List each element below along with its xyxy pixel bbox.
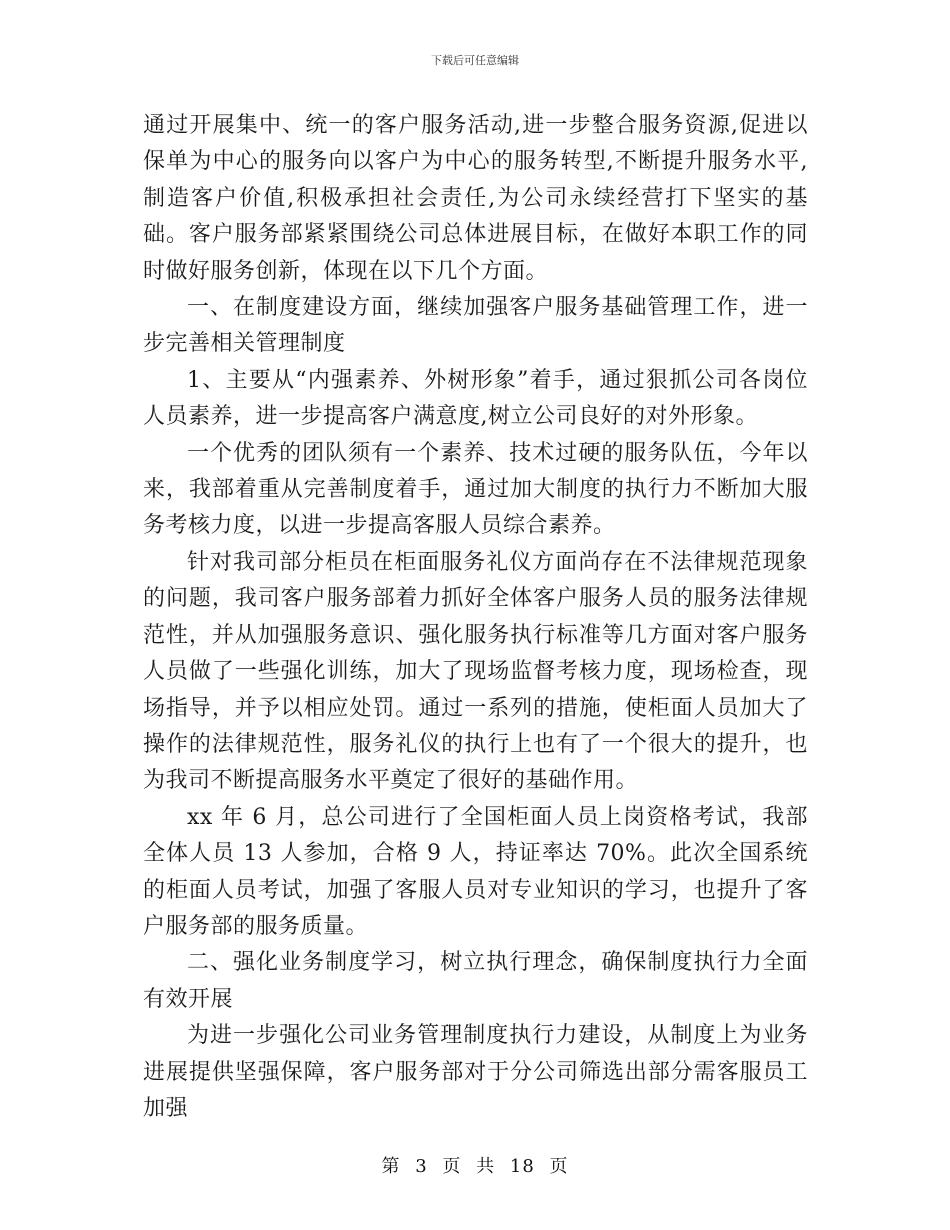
paragraph: 通过开展集中、统一的客户服务活动,进一步整合服务资源,促进以保单为中心的服务向以客户为中心的服务转型,不断提升服务水平,制造客户价值,积极承担社会责任,为公司永续经营打下坚实的基础。客户服务部紧紧围绕公司总体进展目标，在做好本职工作的同时做好服务创新，体现在以下几个方面。 [143,113,808,284]
page-footer [0,1152,950,1178]
paragraph: xx 年 6 月，总公司进行了全国柜面人员上岗资格考试，我部全体人员 13 人参加，合格 9 人，持证率达 70%。此次全国系统的柜面人员考试，加强了客服人员对专业知识的学习，也提升了客户服务部的服务质量。 [143,804,808,939]
paragraph: 针对我司部分柜员在柜面服务礼仪方面尚存在不法律规范现象的问题，我司客户服务部着力抓好全体客户服务人员的服务法律规范性，并从加强服务意识、强化服务执行标准等几方面对客户服务人员做了一些强化训练，加大了现场监督考核力度，现场检查，现场指导，并予以相应处罚。通过一系列的措施，使柜面人员加大了操作的法律规范性，服务礼仪的执行上也有了一个很大的提升，也为我司不断提高服务水平奠定了很好的基础作用。 [143,549,808,794]
paragraph: 一个优秀的团队须有一个素养、技术过硬的服务队伍，今年以来，我部着重从完善制度着手，通过加大制度的执行力不断加大服务考核力度，以进一步提高客服人员综合素养。 [143,440,808,539]
section-heading: 一、在制度建设方面，继续加强客户服务基础管理工作，进一步完善相关管理制度 [143,295,808,357]
total-pages-number: 18 [509,1156,535,1177]
section-heading: 二、强化业务制度学习，树立执行理念，确保制度执行力全面有效开展 [143,950,808,1012]
current-page-number: 3 [415,1156,428,1177]
total-unit-label: 页 [549,1156,569,1177]
document-body [143,108,808,1127]
paragraph: 为进一步强化公司业务管理制度执行力建设，从制度上为业务进展提供坚强保障，客户服务部对于分公司筛选出部分需客服员工加强 [143,1023,808,1121]
page-unit-label: 页 [442,1156,462,1177]
paragraph: 1、主要从“内强素养、外树形象”着手，通过狠抓公司各岗位人员素养，进一步提高客户满意度,树立公司良好的对外形象。 [143,367,808,430]
page-header: 下载后可任意编辑 [431,54,519,67]
total-label: 共 [476,1156,496,1177]
page-label: 第 [381,1156,401,1177]
